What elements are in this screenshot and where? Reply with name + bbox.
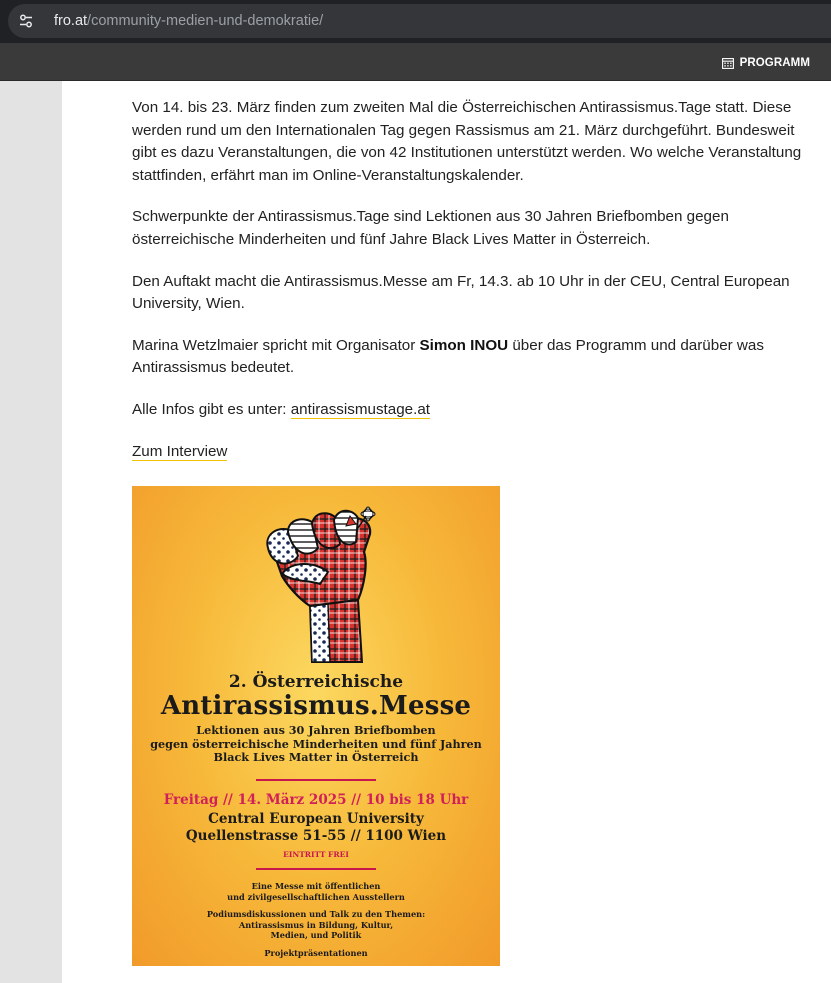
paragraph-kickoff: Den Auftakt macht die Antirassismus.Messe am Fr, 14.3. ab 10 Uhr in der CEU, Central European University, Wien. <box>132 272 790 313</box>
poster-venue <box>132 811 500 845</box>
site-nav-bar <box>0 43 831 81</box>
interview-text-after: über das Programm und darüber was Antirassismus bedeutet. <box>132 336 764 377</box>
antirassismustage-link[interactable]: antirassismustage.at <box>290 400 431 418</box>
poster-info-line: Eine Messe mit öffentlichen <box>251 881 381 891</box>
tune-icon[interactable] <box>18 13 34 29</box>
info-prefix: Alle Infos gibt es unter: <box>132 400 291 418</box>
poster-edition: 2. Österreichische <box>228 672 404 692</box>
paragraph-interview <box>132 335 822 380</box>
event-poster[interactable] <box>132 486 500 966</box>
poster-date: Freitag // 14. März 2025 // 10 bis 18 Uhr <box>163 792 469 808</box>
organizer-name: Simon INOU <box>419 336 509 354</box>
poster-info-line: und zivilgesellschaftlichen Ausstellern <box>227 891 405 902</box>
poster-subtitle <box>132 724 500 765</box>
url-host: fro.at <box>54 13 88 29</box>
programm-label: PROGRAMM <box>739 57 810 69</box>
url-text[interactable] <box>54 12 323 30</box>
poster-info-line: Medien, und Politik <box>270 930 362 940</box>
poster-subtitle-line: Lektionen aus 30 Jahren Briefbomben <box>196 723 436 737</box>
poster-admission: EINTRITT FREI <box>283 850 349 859</box>
paragraph-intro: Von 14. bis 23. März finden zum zweiten Mal die Österreichischen Antirassismus.Tage statt. Diese werden rund um den Internationalen Tag gegen Rassismus am 21. März durchgeführt. Bundesweit gibt es dazu Veranstaltungen, die von 42 Institutionen unterstützt werden. Wo welche Veranstaltung stattfinden, erfährt man im Online-Veranstaltungskalender. <box>132 99 802 184</box>
address-bar[interactable] <box>8 4 831 38</box>
programm-link[interactable] <box>722 55 810 71</box>
left-sidebar-gutter <box>0 81 62 983</box>
interview-text-before: Marina Wetzlmaier spricht mit Organisator <box>132 336 420 354</box>
article-body <box>132 97 822 482</box>
poster-info-projects: Projektpräsentationen <box>264 948 368 958</box>
poster-info-panels <box>132 909 500 941</box>
paragraph-focus: Schwerpunkte der Antirassismus.Tage sind Lektionen aus 30 Jahren Briefbomben gegen österreichische Minderheiten und fünf Jahre Black Lives Matter in Österreich. <box>132 208 729 248</box>
poster-info-line: Antirassismus in Bildung, Kultur, <box>238 919 394 930</box>
poster-title: Antirassismus.Messe <box>160 691 472 721</box>
poster-subtitle-line: Black Lives Matter in Österreich <box>213 750 419 764</box>
poster-address: Quellenstrasse 51-55 // 1100 Wien <box>185 828 447 844</box>
paragraph-info <box>132 399 822 422</box>
poster-info-line: Podiumsdiskussionen und Talk zu den Themen: <box>206 909 426 919</box>
poster-info-exhibitors <box>132 881 500 902</box>
calendar-icon <box>722 58 734 69</box>
poster-subtitle-line: gegen österreichische Minderheiten und fünf Jahren <box>150 736 482 751</box>
paragraph-interview-link <box>132 441 822 464</box>
browser-toolbar <box>0 0 831 43</box>
url-path: /community-medien-und-demokratie/ <box>87 13 324 29</box>
interview-link[interactable]: Zum Interview <box>132 442 228 460</box>
poster-venue-name: Central European University <box>208 811 424 827</box>
